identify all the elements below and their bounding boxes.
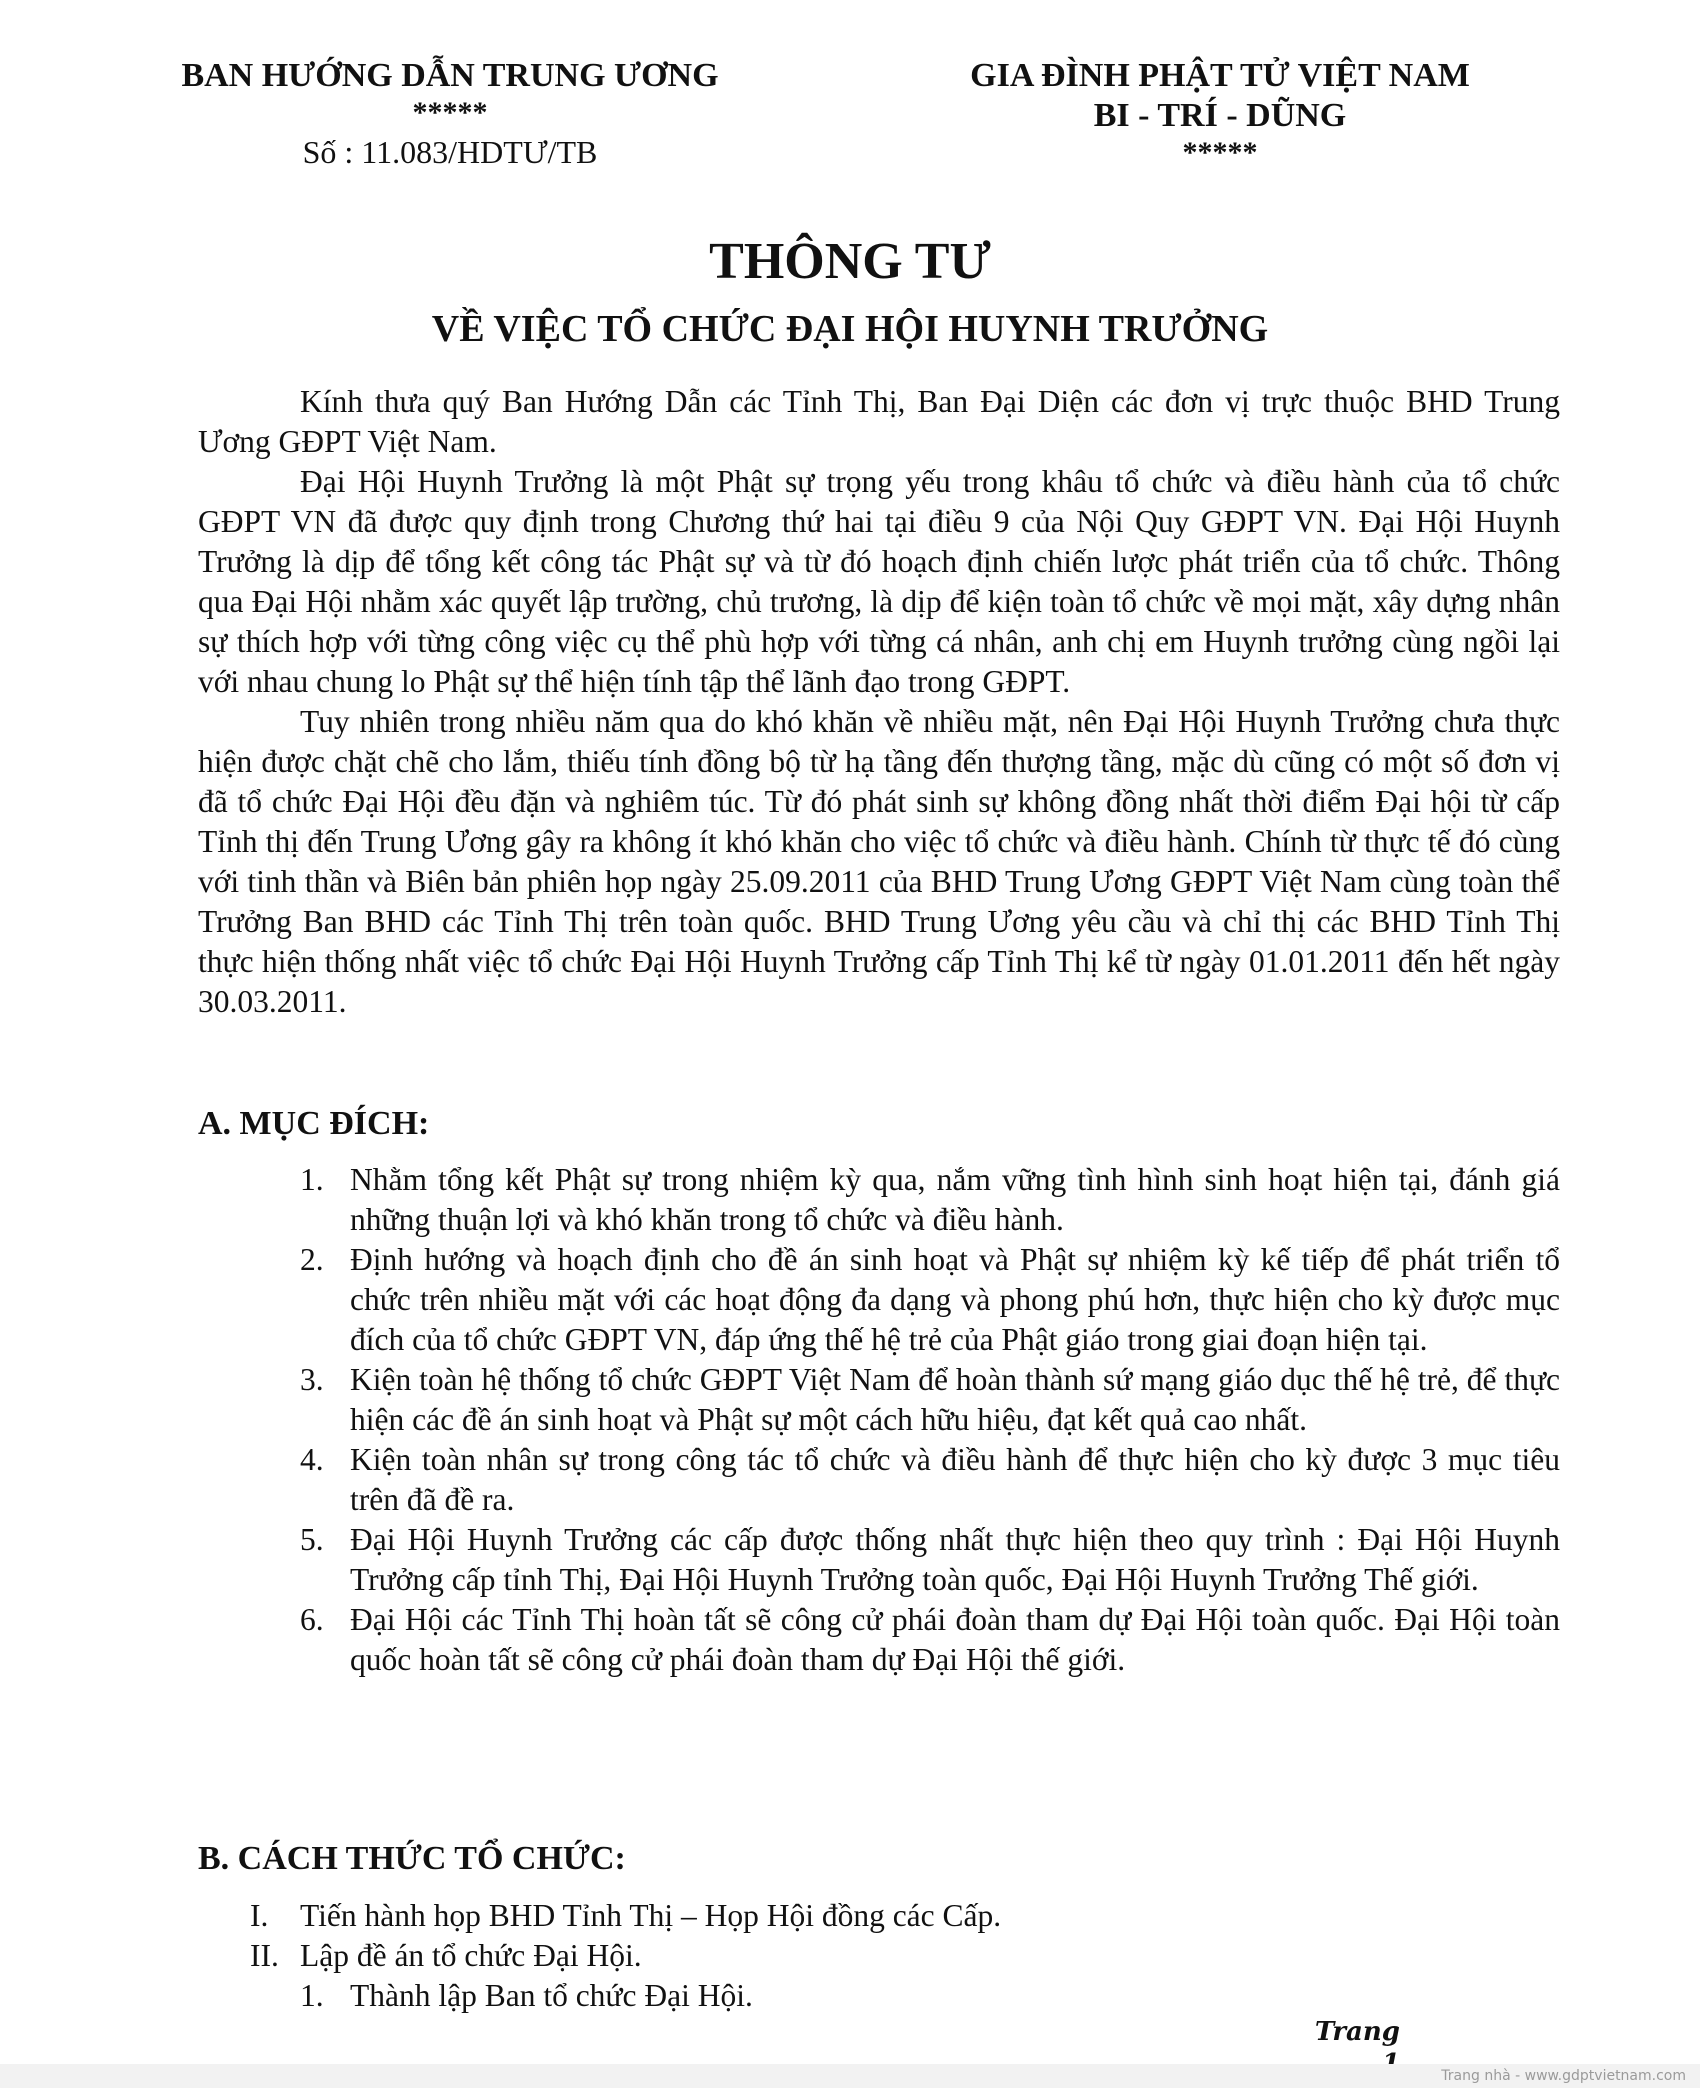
intro-paragraph-1: Kính thưa quý Ban Hướng Dẫn các Tỉnh Thị, Ban Đại Diện các đơn vị trực thuộc BHD Trung Ương GĐPT Việt Nam. [198, 384, 1560, 459]
list-item [300, 1440, 1560, 1520]
list-item-number: 6. [300, 1602, 324, 1637]
header-right-stars: ***** [1182, 136, 1258, 169]
list-item-text: Tiến hành họp BHD Tỉnh Thị – Họp Hội đồng các Cấp. [300, 1898, 1002, 1933]
list-item [300, 1600, 1560, 1680]
list-item [300, 1520, 1560, 1600]
document-header [150, 56, 1570, 186]
list-item-text: Đại Hội các Tỉnh Thị hoàn tất sẽ công cử phái đoàn tham dự Đại Hội toàn quốc. Đại Hội toàn quốc hoàn tất sẽ công cử phái đoàn tham dự Đại Hội thế giới. [350, 1602, 1560, 1677]
document-number: Số : 11.083/HDTƯ/TB [302, 134, 598, 170]
page-number: Trang [1314, 2017, 1400, 2047]
list-item [250, 1896, 1550, 1936]
section-b-heading: B. CÁCH THỨC TỔ CHỨC: [198, 1840, 626, 1877]
list-item [300, 1160, 1560, 1240]
list-item-number: 2. [300, 1242, 324, 1277]
organization-name: GIA ĐÌNH PHẬT TỬ VIỆT NAM [970, 57, 1470, 94]
list-item [300, 1240, 1560, 1360]
list-item-text: Lập đề án tổ chức Đại Hội. [300, 1938, 642, 1973]
list-item-number: II. [250, 1938, 279, 1973]
list-item-text: Nhằm tổng kết Phật sự trong nhiệm kỳ qua, nắm vững tình hình sinh hoạt hiện tại, đánh giá những thuận lợi và khó khăn trong tổ chức và điều hành. [350, 1162, 1560, 1237]
list-item-text: Kiện toàn hệ thống tổ chức GĐPT Việt Nam để hoàn thành sứ mạng giáo dục thế hệ trẻ, để thực hiện các đề án sinh hoạt và Phật sự một cách hữu hiệu, đạt kết quả cao nhất. [350, 1362, 1560, 1437]
footer-watermark: Trang nhà - www.gdptvietnam.com [1441, 2068, 1686, 2084]
header-right-block [870, 56, 1570, 170]
document-title: THÔNG TƯ [709, 233, 991, 290]
list-item-text: Đại Hội Huynh Trưởng các cấp được thống nhất thực hiện theo quy trình : Đại Hội Huynh Trưởng cấp tỉnh Thị, Đại Hội Huynh Trưởng toàn quốc, Đại Hội Huynh Trưởng Thế giới. [350, 1522, 1560, 1597]
list-item-number: 1. [300, 1162, 324, 1197]
section-b-list [250, 1896, 1550, 2016]
organization-motto: BI - TRÍ - DŨNG [1093, 97, 1347, 134]
intro-paragraph-3: Tuy nhiên trong nhiều năm qua do khó khăn về nhiều mặt, nên Đại Hội Huynh Trưởng chưa thực hiện được chặt chẽ cho lắm, thiếu tính đồng bộ từ hạ tầng đến thượng tầng, mặc dù cũng có một số đơn vị đã tổ chức Đại Hội đều đặn và nghiêm túc. Từ đó phát sinh sự không đồng nhất thời điểm Đại hội từ cấp Tỉnh thị đến Trung Ương gây ra không ít khó khăn cho việc tổ chức và điều hành. Chính từ thực tế đó cùng với tinh thần và Biên bản phiên họp ngày 25.09.2011 của BHD Trung Ương GĐPT Việt Nam cùng toàn thể Trưởng Ban BHD các Tỉnh Thị trên toàn quốc. BHD Trung Ương yêu cầu và chỉ thị các BHD Tỉnh Thị thực hiện thống nhất việc tổ chức Đại Hội Huynh Trưởng cấp Tỉnh Thị kể từ ngày 01.01.2011 đến hết ngày 30.03.2011. [198, 704, 1560, 1019]
list-item [250, 1976, 1550, 2016]
list-item-text: Định hướng và hoạch định cho đề án sinh hoạt và Phật sự nhiệm kỳ kế tiếp để phát triển tổ chức trên nhiều mặt với các hoạt động đa dạng và phong phú hơn, thực hiện cho kỳ được mục đích của tổ chức GĐPT VN, đáp ứng thế hệ trẻ của Phật giáo trong giai đoạn hiện tại. [350, 1242, 1560, 1357]
header-left-stars: ***** [412, 96, 488, 129]
list-item [300, 1360, 1560, 1440]
issuing-organization: BAN HƯỚNG DẪN TRUNG ƯƠNG [181, 57, 719, 94]
header-left-block [150, 56, 750, 174]
list-item-number: 4. [300, 1442, 324, 1477]
document-subtitle: VỀ VIỆC TỔ CHỨC ĐẠI HỘI HUYNH TRƯỞNG [431, 308, 1269, 350]
list-item-number: 5. [300, 1522, 324, 1557]
intro-paragraph-2: Đại Hội Huynh Trưởng là một Phật sự trọng yếu trong khâu tổ chức và điều hành của tổ chức GĐPT VN đã được quy định trong Chương thứ hai tại điều 9 của Nội Quy GĐPT VN. Đại Hội Huynh Trưởng là dịp để tổng kết công tác Phật sự và từ đó hoạch định chiến lược phát triển của tổ chức. Thông qua Đại Hội nhằm xác quyết lập trường, chủ trương, là dịp để kiện toàn tổ chức về mọi mặt, xây dựng nhân sự thích hợp với từng công việc cụ thể phù hợp với từng cá nhân, anh chị em Huynh trưởng cùng ngồi lại với nhau chung lo Phật sự thể hiện tính tập thể lãnh đạo trong GĐPT. [198, 464, 1560, 699]
footer-bar [0, 2064, 1700, 2088]
list-item-number: 1. [300, 1978, 324, 2013]
list-item-text: Kiện toàn nhân sự trong công tác tổ chức và điều hành để thực hiện cho kỳ được 3 mục tiêu trên đã đề ra. [350, 1442, 1560, 1517]
list-item-number: 3. [300, 1362, 324, 1397]
section-a-list [300, 1160, 1560, 1680]
list-item-text: Thành lập Ban tổ chức Đại Hội. [350, 1978, 753, 2013]
list-item [250, 1936, 1550, 1976]
intro-body [198, 382, 1560, 1022]
section-a-heading: A. MỤC ĐÍCH: [198, 1105, 430, 1142]
list-item-number: I. [250, 1898, 269, 1933]
